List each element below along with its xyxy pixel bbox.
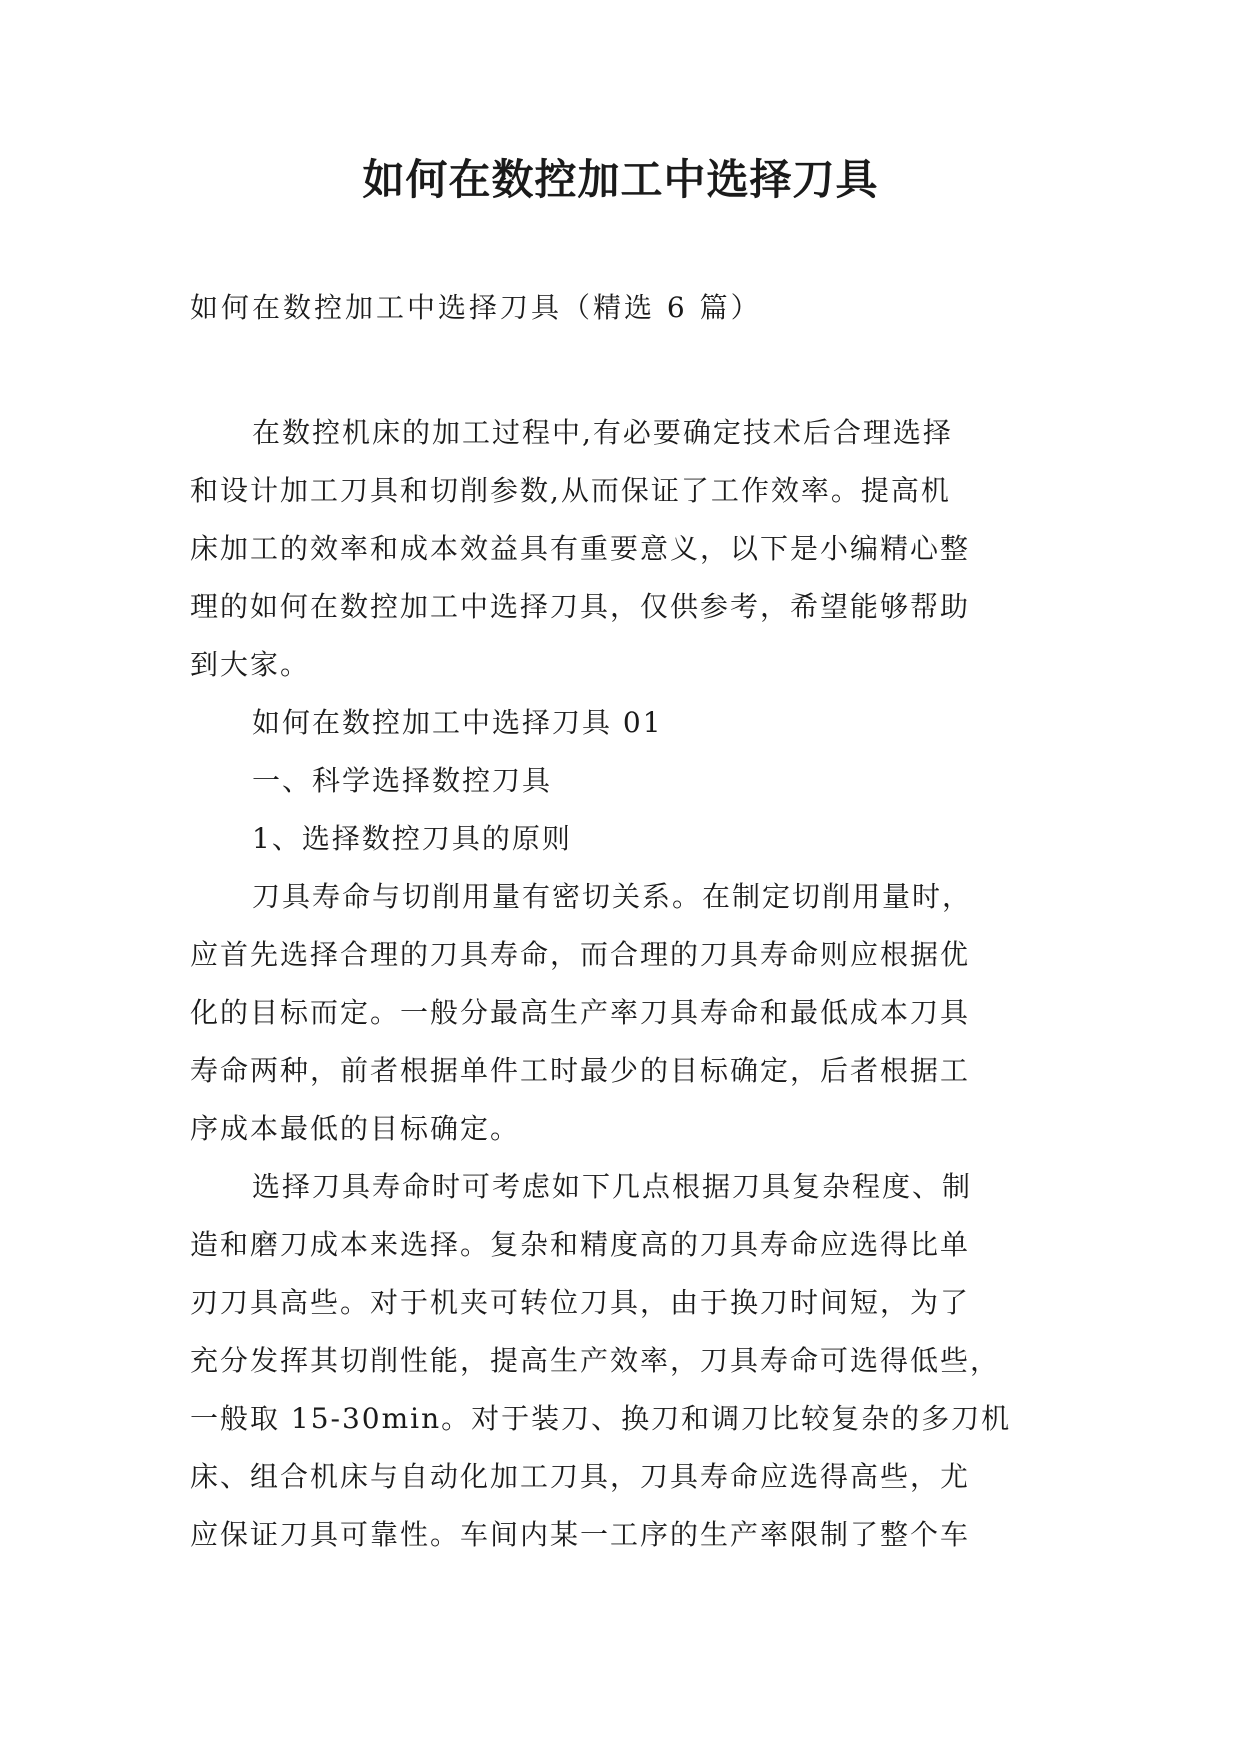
text-line: 选择刀具寿命时可考虑如下几点根据刀具复杂程度、制: [252, 1170, 973, 1203]
text-line: 刃刀具高些。对于机夹可转位刀具，由于换刀时间短，为了: [190, 1286, 971, 1319]
text-line: 在数控机床的加工过程中,有必要确定技术后合理选择: [252, 416, 953, 449]
text-line: 造和磨刀成本来选择。复杂和精度高的刀具寿命应选得比单: [190, 1228, 971, 1261]
text-line: 化的目标而定。一般分最高生产率刀具寿命和最低成本刀具: [190, 996, 971, 1029]
text-line: 一、科学选择数控刀具: [252, 764, 553, 797]
text-line: 床加工的效率和成本效益具有重要意义，以下是小编精心整: [190, 532, 971, 565]
document-subtitle: 如何在数控加工中选择刀具（精选 6 篇）: [190, 291, 762, 324]
text-line: 到大家。: [190, 648, 311, 681]
paragraph-tool-life: [190, 868, 1060, 1158]
text-line: 充分发挥其切削性能，提高生产效率，刀具寿命可选得低些，: [190, 1344, 1001, 1377]
text-line: 应保证刀具可靠性。车间内某一工序的生产率限制了整个车: [190, 1518, 971, 1551]
text-line: 序成本最低的目标确定。: [190, 1112, 521, 1145]
section-heading: [190, 694, 1060, 752]
text-line: 和设计加工刀具和切削参数,从而保证了工作效率。提高机: [190, 474, 951, 507]
section-subheading: [190, 810, 1060, 868]
text-line: 理的如何在数控加工中选择刀具，仅供参考，希望能够帮助: [190, 590, 971, 623]
text-line: 一般取 15-30min。对于装刀、换刀和调刀比较复杂的多刀机: [190, 1402, 1012, 1435]
document-title: 如何在数控加工中选择刀具: [362, 155, 879, 204]
section-subheading: [190, 752, 1060, 810]
paragraph-intro: [190, 404, 1060, 694]
document-body: [190, 404, 1060, 1564]
paragraph-selection: [190, 1158, 1060, 1564]
text-line: 刀具寿命与切削用量有密切关系。在制定切削用量时，: [252, 880, 973, 913]
text-line: 应首先选择合理的刀具寿命，而合理的刀具寿命则应根据优: [190, 938, 971, 971]
text-line: 如何在数控加工中选择刀具 01: [252, 706, 663, 739]
text-line: 寿命两种，前者根据单件工时最少的目标确定，后者根据工: [190, 1054, 971, 1087]
text-line: 1、选择数控刀具的原则: [252, 822, 572, 855]
text-line: 床、组合机床与自动化加工刀具，刀具寿命应选得高些，尤: [190, 1460, 971, 1493]
